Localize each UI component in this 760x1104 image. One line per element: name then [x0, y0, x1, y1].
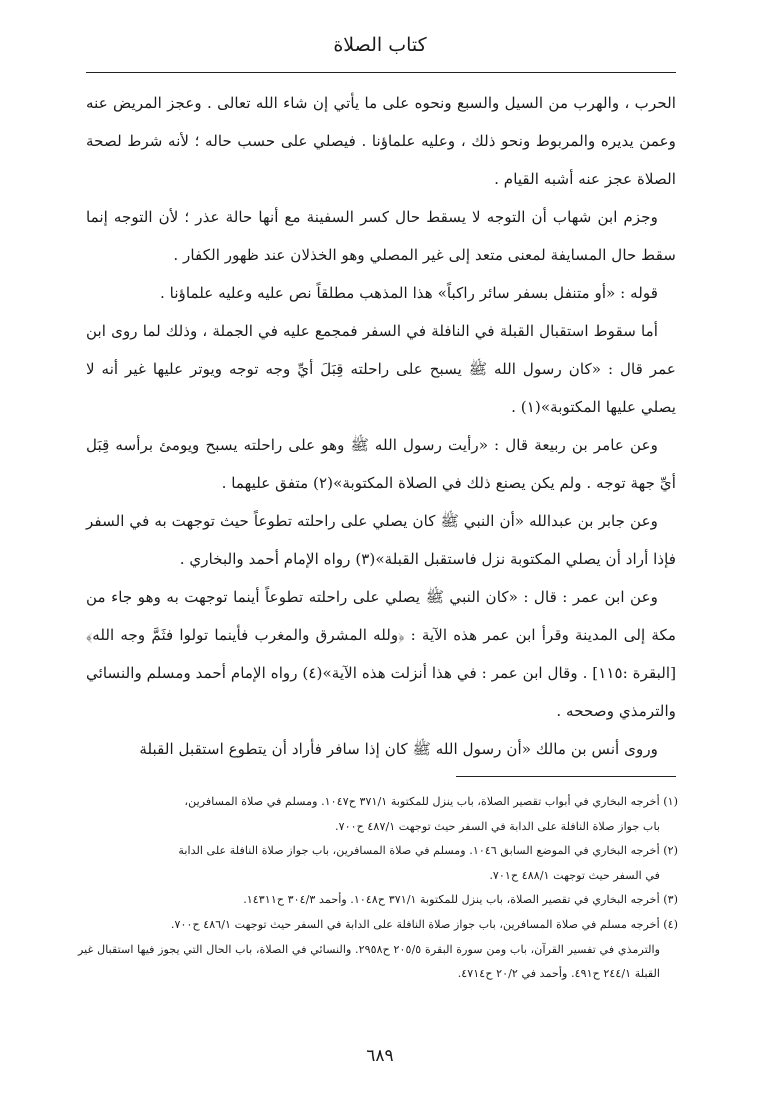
body-paragraph: وعن ابن عمر : قال : «كان النبي ﷺ يصلي على راحلته تطوعاً أينما توجهت به وهو جاء من مكة إلى المدينة وقرأ ابن عمر هذه الآية : ﴿ولله المشرق والمغرب فأينما تولوا فثَمَّ وجه الله﴾ [البقرة :١١٥] . وقال ابن عمر : في هذا أنزلت هذه الآية»(٤) رواه الإمام أحمد ومسلم والنسائي والترمذي وصححه . — [86, 588, 677, 720]
body-paragraph: وروى أنس بن مالك «أن رسول الله ﷺ كان إذا سافر فأراد أن يتطوع استقبل القبلة — [139, 740, 658, 758]
body-paragraph: وجزم ابن شهاب أن التوجه لا يسقط حال كسر السفينة مع أنها حالة عذر ؛ لأن التوجه إنما سقط حال المسايفة لمعنى متعد إلى غير المصلي وهو الخذلان عند ظهور الكفار . — [86, 208, 676, 264]
body-paragraph: وعن جابر بن عبدالله «أن النبي ﷺ كان يصلي على راحلته تطوعاً حيث توجهت به في السفر فإذا أراد أن يصلي المكتوبة نزل فاستقبل القبلة»(٣) رواه الإمام أحمد والبخاري . — [86, 512, 676, 568]
footnote-continuation: في السفر حيث توجهت ٤٨٨/١ ح٧٠١. — [489, 868, 660, 882]
footnote-continuation: والترمذي في تفسير القرآن، باب ومن سورة البقرة ٢٠٥/٥ ح٢٩٥٨. والنسائي في الصلاة، باب الحال التي يجوز فيها استقبال غير القبلة ٢٤٤/١ ح٤٩١. وأحمد في ٢٠/٢ ح٤٧١٤. — [78, 942, 660, 981]
footnote-continuation: باب جواز صلاة النافلة على الدابة في السفر حيث توجهت ٤٨٧/١ ح٧٠٠. — [335, 819, 660, 833]
header-divider — [86, 72, 676, 73]
footnotes-block — [78, 790, 678, 987]
body-paragraph: قوله : «أو متنفل بسفر سائر راكباً» هذا المذهب مطلقاً نص عليه وعليه علماؤنا . — [160, 284, 658, 302]
running-header-title: كتاب الصلاة — [333, 34, 427, 56]
body-paragraph: أما سقوط استقبال القبلة في النافلة في السفر فمجمع عليه في الجملة ، وذلك لما روى ابن عمر قال : «كان رسول الله ﷺ يسبح على راحلته قِبَلَ أيِّ وجه توجه ويوتر عليها غير أنه لا يصلي عليها المكتوبة»(١) . — [86, 322, 676, 416]
body-paragraph: وعن عامر بن ربيعة قال : «رأيت رسول الله ﷺ وهو على راحلته يسبح ويومئ برأسه قِبَل أيِّ جهة توجه . ولم يكن يصنع ذلك في الصلاة المكتوبة»(٢) متفق عليهما . — [86, 436, 676, 492]
body-paragraph: الحرب ، والهرب من السيل والسبع ونحوه على ما يأتي إن شاء الله تعالى . وعجز المريض عنه وعمن يديره والمربوط ونحو ذلك ، وعليه علماؤنا . فيصلي على حسب حاله ؛ لأنه شرط لصحة الصلاة عجز عنه أشبه القيام . — [86, 94, 676, 188]
footnote-line: (١) أخرجه البخاري في أبواب تقصير الصلاة، باب ينزل للمكتوبة ٣٧١/١ ح١٠٤٧. ومسلم في صلاة المسافرين، — [184, 795, 678, 808]
footnote-divider — [456, 776, 676, 777]
main-text-block — [86, 84, 676, 768]
footnote-line: (٢) أخرجه البخاري في الموضع السابق ١٠٤٦. ومسلم في صلاة المسافرين، باب جواز صلاة النافلة على الدابة — [178, 844, 678, 858]
footnote-line: (٤) أخرجه مسلم في صلاة المسافرين، باب جواز صلاة النافلة على الدابة في السفر حيث توجهت ٤٨٦/١ ح٧٠٠. — [170, 917, 678, 931]
page-number: ٦٨٩ — [366, 1046, 394, 1066]
footnote-line: (٣) أخرجه البخاري في تقصير الصلاة، باب ينزل للمكتوبة ٣٧١/١ ح١٠٤٨. وأحمد ٣٠٤/٣ ح١٤٣١١. — [243, 893, 678, 907]
